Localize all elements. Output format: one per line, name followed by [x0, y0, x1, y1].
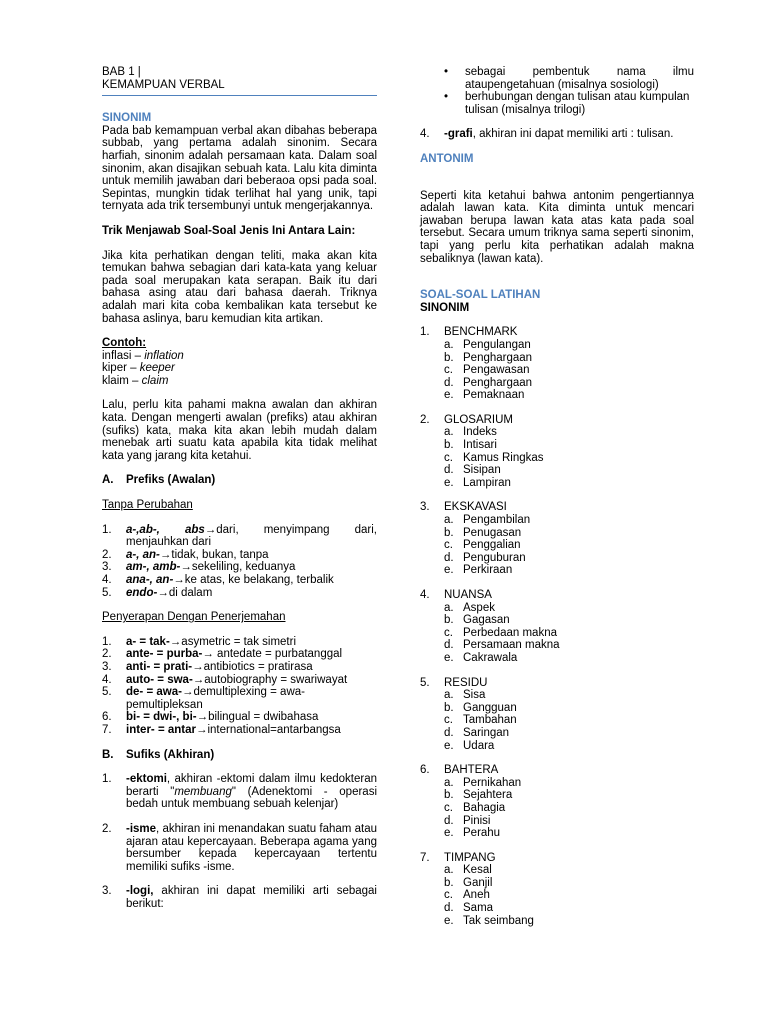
question-word: 7. TIMPANG	[420, 851, 496, 864]
answer-option: c. Tambahan	[444, 714, 517, 727]
sufiks-item: 3. -logi, akhiran ini dapat memiliki arti sebagai berikut:	[102, 885, 377, 910]
arrow-icon: →	[181, 686, 194, 699]
question-word: 1. BENCHMARK	[420, 326, 518, 339]
serap-list	[102, 636, 377, 737]
answer-option: e. Tak seimbang	[444, 914, 534, 927]
chapter-label: BAB 1 |	[102, 66, 141, 78]
question-block	[420, 326, 694, 414]
bullet-icon: •	[444, 91, 449, 104]
answer-option: e. Pemaknaan	[444, 389, 525, 402]
answer-option: b. Gangguan	[444, 701, 517, 714]
answer-option: b. Intisari	[444, 439, 497, 452]
arrow-icon: →	[159, 548, 172, 561]
answer-option: b. Penghargaan	[444, 351, 533, 364]
answer-option: d. Saringan	[444, 726, 510, 739]
bullet-icon: •	[444, 66, 449, 78]
answer-option: e. Cakrawala	[444, 651, 518, 664]
list-item: 1. a-,ab-, abs→dari, menyimpang dari, menjauhkan dari	[102, 523, 377, 549]
answer-option: e. Lampiran	[444, 476, 511, 489]
question-word: 2. GLOSARIUM	[420, 413, 514, 426]
question-list	[420, 326, 694, 927]
list-item: 3. anti- = prati-→antibiotics = pratirasa	[102, 660, 313, 673]
list-item: 5. endo-→di dalam	[102, 586, 213, 599]
answer-option: a. Kesal	[444, 864, 492, 877]
arrow-icon: →	[180, 561, 192, 574]
contoh-label: Contoh:	[102, 337, 147, 350]
answer-option: e. Udara	[444, 739, 495, 752]
arrow-icon: →	[192, 660, 204, 673]
answer-option: b. Gagasan	[444, 614, 510, 627]
answer-option: d. Sama	[444, 902, 494, 915]
question-word: 3. EKSKAVASI	[420, 501, 507, 514]
answer-option: a. Indeks	[444, 426, 497, 439]
contoh-item: kiper – keeper	[102, 362, 175, 375]
arrow-icon: →	[169, 635, 182, 648]
serap-heading: Penyerapan Dengan Penerjemahan	[102, 611, 286, 624]
sinonim-paragraph: Pada bab kemampuan verbal akan dibahas beberapa subbab, yang pertama adalah sinonim. Secara harfiah, sinonim adalah persamaan kata. Dalam soal sinonim, akan disajikan sebuah kata. Lalu kita diminta untuk memilih jawaban dari beberaoa opsi pada soal. Sepintas, mungkin tidak terlihat hal yang unik, tapi ternyata ada trik tersembunyi untuk mengerjakannya.	[102, 124, 377, 213]
question-word: 4. NUANSA	[420, 589, 492, 601]
answer-option: c. Aneh	[444, 889, 490, 902]
answer-option: b. Penugasan	[444, 526, 522, 539]
list-item: 3. am-, amb-→sekeliling, keduanya	[102, 561, 296, 574]
question-word: 6. BAHTERA	[420, 764, 499, 777]
answer-option: d. Persamaan makna	[444, 639, 560, 652]
left-column	[102, 66, 377, 910]
lalu-paragraph: Lalu, perlu kita pahami makna awalan dan akhiran kata. Dengan mengerti awalan (prefiks) atau akhiran (sufiks) kata, maka kita akan lebih mudah dalam menebak arti suatu kata apabila kita tidak melihat kata yang jarang kita ketahui.	[102, 399, 377, 462]
question-block	[420, 414, 694, 502]
antonim-heading: ANTONIM	[420, 152, 474, 165]
sinonim-heading: SINONIM	[102, 112, 152, 125]
contoh-item: inflasi – inflation	[102, 349, 184, 362]
arrow-icon: →	[196, 711, 209, 724]
list-item: 2. ante- = purba-→ antedate = purbatanggal	[102, 648, 343, 661]
answer-option: c. Bahagia	[444, 801, 506, 814]
answer-option: e. Perkiraan	[444, 564, 513, 577]
arrow-icon: →	[204, 523, 217, 536]
answer-option: d. Pinisi	[444, 814, 491, 827]
answer-option: a. Pernikahan	[444, 776, 522, 789]
arrow-icon: →	[195, 723, 208, 736]
list-item: 7. inter- = antar→international=antarbangsa	[102, 723, 341, 736]
answer-option: a. Pengulangan	[444, 338, 531, 351]
question-block	[420, 852, 694, 928]
chapter-title: KEMAMPUAN VERBAL	[102, 78, 225, 91]
right-column	[420, 66, 694, 927]
answer-option: a. Aspek	[444, 601, 495, 614]
contoh-item: klaim – claim	[102, 374, 169, 387]
answer-option: b. Sejahtera	[444, 789, 513, 802]
answer-option: e. Perahu	[444, 827, 501, 840]
trik-paragraph: Jika kita perhatikan dengan teliti, maka akan kita temukan bahwa sebagian dari kata-kata yang keluar pada soal merupakan kata serapan. Baik itu dari bahasa asing atau dari bahasa daerah. Triknya adalah mari kita coba kembalikan kata tersebut ke bahasa aslinya, baru kemudian kita artikan.	[102, 249, 377, 325]
answer-option: b. Ganjil	[444, 876, 493, 889]
bullet-item: • berhubungan dengan tulisan atau kumpulan tulisan (misalnya trilogi)	[444, 91, 690, 116]
section-a-heading: A. Prefiks (Awalan)	[102, 474, 216, 487]
list-item: 6. bi- = dwi-, bi-→bilingual = dwibahasa	[102, 711, 319, 724]
latihan-heading: SOAL-SOAL LATIHAN	[420, 289, 541, 302]
section-b-heading: B. Sufiks (Akhiran)	[102, 748, 215, 761]
question-block	[420, 764, 694, 852]
trik-heading: Trik Menjawab Soal-Soal Jenis Ini Antara Lain:	[102, 224, 356, 237]
answer-option: c. Penggalian	[444, 539, 521, 552]
question-block	[420, 501, 694, 589]
sufiks-item: 2. -isme, akhiran ini menandakan suatu faham atau ajaran atau kepercayaan. Beberapa agama yang bersumber kepada kepercayaan tertentu memiliki sufiks -isme.	[102, 822, 377, 873]
list-item: 5. de- = awa-→demultiplexing = awa-pemultipleksan	[102, 686, 305, 711]
question-block	[420, 589, 694, 677]
sufiks-item: 4. -grafi, akhiran ini dapat memiliki arti : tulisan.	[420, 128, 674, 141]
arrow-icon: →	[192, 673, 205, 686]
answer-option: c. Kamus Ringkas	[444, 451, 544, 464]
list-item: 2. a-, an-→tidak, bukan, tanpa	[102, 548, 269, 561]
list-item: 4. ana-, an-→ke atas, ke belakang, terbalik	[102, 574, 334, 586]
answer-option: c. Perbedaan makna	[444, 626, 557, 639]
latihan-subheading: SINONIM	[420, 301, 470, 314]
list-item: 4. auto- = swa-→autobiography = swariwayat	[102, 673, 348, 686]
arrow-icon: →	[173, 574, 185, 586]
arrow-icon: →	[202, 648, 214, 661]
sufiks-item: 1. -ektomi, akhiran -ektomi dalam ilmu kedokteran berarti "membuang" (Adenektomi - operasi bedah untuk membuang sebuah kelenjar)	[102, 773, 377, 811]
answer-option: d. Penguburan	[444, 551, 526, 564]
answer-option: d. Sisipan	[444, 464, 501, 477]
list-item: 1. a- = tak-→asymetric = tak simetri	[102, 635, 296, 648]
answer-option: d. Penghargaan	[444, 376, 533, 389]
answer-option: c. Pengawasan	[444, 364, 530, 377]
question-block	[420, 677, 694, 765]
bullet-item: • sebagai pembentuk nama ilmu ataupengetahuan (misalnya sosiologi)	[444, 66, 694, 91]
contoh-list	[102, 350, 377, 388]
arrow-icon: →	[157, 586, 169, 599]
antonim-paragraph: Seperti kita ketahui bahwa antonim pengertiannya adalah lawan kata. Kita diminta untuk mencari jawaban berupa lawan kata atas kata pada soal tersebut. Secara umum triknya sama seperti sinonim, tapi yang perlu kita perhatikan adalah makna sebaliknya (lawan kata).	[420, 189, 694, 265]
answer-option: a. Sisa	[444, 689, 486, 702]
question-word: 5. RESIDU	[420, 676, 488, 689]
tanpa-heading: Tanpa Perubahan	[102, 499, 193, 512]
tanpa-list	[102, 524, 377, 600]
answer-option: a. Pengambilan	[444, 514, 531, 527]
